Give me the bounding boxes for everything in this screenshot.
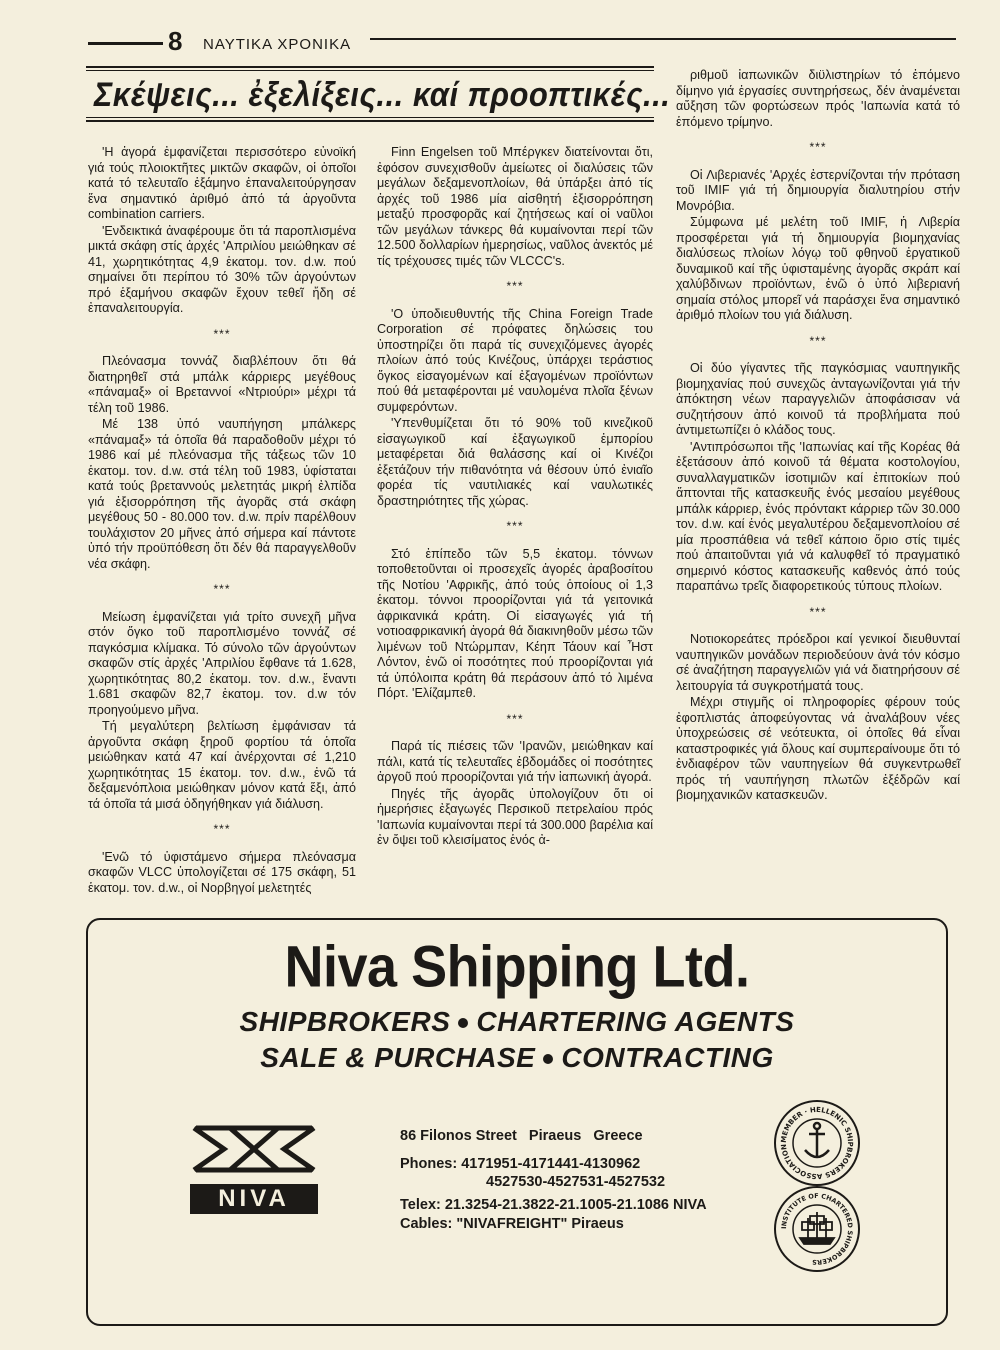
page-header xyxy=(88,26,956,62)
article-paragraph: 'Η ἀγορά ἐμφανίζεται περισσότερο εὐνοϊκή γιά τούς πλοιοκτῆτες μικτῶν σκαφῶν, οἱ ὁποῖοι κατά τό τελευταῖο ἑξάμηνο ἐπαναλειτούργησαν ἕνα σημαντικό ἀριθμό ἀπό τά ἀργοῦντα combination carriers. xyxy=(88,145,356,221)
section-separator: *** xyxy=(809,604,827,619)
article-paragraph: 'Αντιπρόσωποι τῆς 'Ιαπωνίας καί τῆς Κορέας θά ἐξετάσουν ἀπό κοινοῦ τά θέματα κοστολογίου, συναλλαγματικῶν ἰσοτιμιῶν καί ἐπιτοκίων πού ἅπτονται τῆς κατασκευῆς ἑνός μεσαίου μεγέθους μπάλκ κάρριερ, ἑνός πρόντακτ κάρριερ τῶν 30.000 τον. d.w. καί ἑνός μεγαλυτέρου δεξαμενοπλοίου σέ μία προσπάθεια νά τεθεῖ κάποιο ὅριο στίς τιμές πού ἀπαιτοῦνται γιά νά καλυφθεῖ τό πραγματικό σημερινό κόστος κατασκευῆς καθενός ἀπό τούς παραπάνω τρεῖς διαφορετικούς τύπους πλοίων. xyxy=(676,439,960,593)
section-separator: *** xyxy=(809,333,827,348)
niva-logo-wordmark: NIVA xyxy=(190,1184,318,1214)
svg-text:MEMBER · HELLENIC SHIPBROKERS: MEMBER · HELLENIC SHIPBROKERS ASSOCIATION xyxy=(779,1105,855,1181)
article-paragraph: 'Ενῶ τό ὑφιστάμενο σήμερα πλεόνασμα σκαφῶν VLCC ὑπολογίζεται σέ 175 σκάφη, 51 ἑκατομ. τον. d.w., οἱ Νορβηγοί μελετητές xyxy=(88,849,356,895)
article-paragraph: Μέχρι στιγμῆς οἱ πληροφορίες φέρουν τούς ἐφοπλιστάς ἀποφεύγοντας νά ἀναλάβουν νέες ὑποχρεώσεις σέ νεότευκτα, οἱ ὁποῖες θά εἶναι καταστροφικές γιά ὅλους καί συμπεραίνουμε ὅτι τό ἐνδιαφέρον τῶν ναυπηγείων θά συγκεντρωθεῖ πρός τή ναυπήγηση πλωτῶν ἐξέδρῶν καί βιομηχανικῶν κατασκευῶν. xyxy=(676,695,960,802)
title-rule-bottom xyxy=(86,120,654,122)
section-separator: *** xyxy=(506,711,524,726)
section-separator: *** xyxy=(213,326,231,341)
article-paragraph: Οἱ Λιβεριανές 'Αρχές ἐστερνίζονται τήν πρόταση τοῦ IMIF γιά τή δημιουργία διαλυτηρίου στήν Μονρόβια. xyxy=(676,167,960,213)
article-paragraph: Οἱ δύο γίγαντες τῆς παγκόσμιας ναυπηγικῆς βιομηχανίας πού συνεχῶς ἀνταγωνίζονται γιά τήν ἀπόκτηση νέων παραγγελιῶν ἀποφάσισαν νά συζητήσουν ἀπό κοινοῦ τά προβλήματα πού ἀντιμετωπίζει ὁ κλάδος τους. xyxy=(676,361,960,437)
svg-text:INSTITUTE OF CHARTERED SHIPBRO: INSTITUTE OF CHARTERED SHIPBROKERS xyxy=(779,1191,855,1267)
advert-company-name: Niva Shipping Ltd. xyxy=(284,934,750,1000)
article-paragraph: Πηγές τῆς ἀγορᾶς ὑπολογίζουν ὅτι οἱ ἡμερήσιες ἐξαγωγές Περσικοῦ πετρελαίου πρός 'Ιαπωνία κυμαίνονται περί τά 300.000 βαρέλια καί ἐν ὄψει τοῦ κλεισίματος ἑνός ἀ- xyxy=(377,786,653,847)
advert-service-sale-purchase: SALE & PURCHASE xyxy=(260,1042,536,1073)
article-paragraph: 'Ενδεικτικά ἀναφέρουμε ὅτι τά παροπλισμένα μικτά σκάφη στίς ἀρχές 'Απριλίου μειώθηκαν σέ 41, χωρητικότητας 4,9 ἑκατομ. τον. d.w. πού σημαίνει ὅτι περίπου τό 30% τῶν ἀργούντων πρό ἑξαμήνου σκαφῶν ἔχουν τεθεῖ ἤδη σέ ἐπαναλειτουργία. xyxy=(88,223,356,315)
article-paragraph: Σύμφωνα μέ μελέτη τοῦ IMIF, ἡ Λιβερία προσφέρεται γιά τή δημιουργία βιομηχανίας διαλύσεως πλοίων λόγῳ τοῦ φθηνοῦ ἐργατικοῦ δυναμικοῦ καί τῆς ὑφισταμένης ἀγορᾶς σκράπ καί χαλύβδινων προϊόντων, ἐνῶ ὁ ὑπό λιβεριανή σημαία στόλος μπορεῖ νά παράσχει ἕνα σημαντικό ἀριθμό πλοίων του γιά διάλυση. xyxy=(676,215,960,322)
article-paragraph: 'Ο ὑποδιευθυντής τῆς China Foreign Trade Corporation σέ πρόφατες δηλώσεις του ὑποστηρίζει ὅτι παρά τίς συνεχιζόμενες ἀγορές πλοίων ἀπό τούς Κινέζους, ὑπάρχει τεράστιος ὄγκος εἰσαγομένων καί ἐξαγομένων προϊόντων πού θά μεταφέρονται μέ ναυλομένα πλοῖα ξένων συμφερόντων. xyxy=(377,306,653,414)
article-paragraph: Νοτιοκορεάτες πρόεδροι καί γενικοί διευθυνταί ναυπηγικῶν μονάδων περιοδεύουν ἀνά τόν κόσμο σέ ἀναζήτηση παραγγελιῶν γιά νά διατηρήσουν σέ λειτουργία τά συγκροτήματά τους. xyxy=(676,632,960,693)
advert-service-shipbrokers: SHIPBROKERS xyxy=(239,1006,451,1037)
article-paragraph: Παρά τίς πιέσεις τῶν 'Ιρανῶν, μειώθηκαν καί πάλι, κατά τίς τελευταῖες ἑβδομάδες οἱ ποσότητες ἀργοῦ πού προορίζονται γιά τήν ἰαπωνική ἀγορά. xyxy=(377,739,653,784)
advert-services-line-1 xyxy=(88,1006,946,1038)
shipbrokers-association-seal-icon xyxy=(774,1100,860,1186)
advert-phones: Phones: 4171951-4171441-4130962 xyxy=(400,1156,641,1172)
section-separator: *** xyxy=(809,140,827,154)
advert-phones-continued: 4527530-4527531-4527532 xyxy=(486,1174,666,1190)
publication-name: ΝΑΥΤΙΚΑ ΧΡΟΝΙΚΑ xyxy=(203,36,352,53)
article-paragraph: Στό ἐπίπεδο τῶν 5,5 ἑκατομ. τόννων τοποθετοῦνται οἱ προσεχεῖς ἀγορές ἀραβοσίτου τῆς Νοτίου 'Αφρικῆς, ἀπό τούς ὁποίους οἱ 1,3 ἑκατομ. τόννοι προορίζονται γιά τά γειτονικά ἀφρικανικά κράτη. Οἱ εἰσαγωγές γιά τή νοτιοαφρικανική ἀγορά θά διακινηθοῦν μέσω τῶν λιμένων τοῦ Ντώρμπαν, Κέηπ Τάουν καί Ἦστ Λόντον, ἐνῶ οἱ ποσότητες πού προορίζονται γιά τά ὑπόλοιπα κράτη θά περάσουν ἀπό τό λιμένα Πόρτ. 'Ελίζαμπεθ. xyxy=(377,546,653,700)
advert-service-contracting: CONTRACTING xyxy=(561,1042,774,1073)
niva-logo xyxy=(190,1116,318,1216)
advert-cables: Cables: "NIVAFREIGHT" Piraeus xyxy=(400,1216,624,1232)
article-column-3 xyxy=(676,68,960,805)
article-paragraph: Μέ 138 ὑπό ναυπήγηση μπάλκερς «πάναμαξ» τά ὁποῖα θά παραδοθοῦν μέχρι τό 1986 καί μέ πλεόνασμα τῆς τάξεως τῶν 10 ἑκατομ. τον. d.w. στά τέλη τοῦ 1983, ὑφίσταται κατά τούς βρεταννούς μελετητάς μικρή ἐλπίδα γιά ἐξισορρόπηση τῆς ἀγορᾶς στά σκάφη μεγέθους 50 - 80.000 τον. d.w. πρίν παρέλθουν τουλάχιστον 20 μῆνες ἀπό σήμερα καί πάντοτε ὑπό τήν προϋπόθεση ὅτι δέν θά παραγγελθοῦν νέα σκάφη. xyxy=(88,417,356,571)
section-separator: *** xyxy=(506,519,524,533)
header-rule-right xyxy=(370,38,956,40)
article-column-2 xyxy=(377,145,653,850)
article-column-1 xyxy=(88,145,356,897)
section-separator: *** xyxy=(213,822,231,836)
article-paragraph: Μείωση ἐμφανίζεται γιά τρίτο συνεχῆ μῆνα στόν ὄγκο τοῦ παροπλισμένο τοννάζ σέ παγκόσμια κλίμακα. Τό σύνολο τῶν ἀργούντων σκαφῶν στίς ἀρχές 'Απριλίου ἔφθανε τά 1.628, χωρητικότητας 80,2 ἑκατομ. τον. d.w., ἔναντι 1.681 σκαφῶν 82,7 ἑκατομ. τον. d.w τόν προηγούμενο μῆνα. xyxy=(88,609,356,717)
article-title-block xyxy=(86,66,671,124)
page-number: 8 xyxy=(168,26,183,56)
advert-telex: Telex: 21.3254-21.3822-21.1005-21.1086 NIVA xyxy=(400,1197,707,1213)
niva-shipping-advert xyxy=(86,918,948,1326)
article-paragraph: Τή μεγαλύτερη βελτίωση ἐμφάνισαν τά ἀργοῦντα σκάφη ξηροῦ φορτίου τά ὁποῖα μειώθηκαν κατά 47 καί ἀνέρχονται σέ 1,210 χωρητικότητας 15 ἑκατομ. τον. d.w., ἐνῶ τά δεξαμενόπλοια μειώθηκαν μόνον κατά ἕξι, ἀπό τά ὁποῖα τά μισά ὁδηγήθηκαν γιά διάλυση. xyxy=(88,719,356,811)
article-paragraph: 'Υπενθυμίζεται ὅτι τό 90% τοῦ κινεζικοῦ εἰσαγωγικοῦ καί ἐξαγωγικοῦ ἐμπορίου μεταφέρεται διά θαλάσσης καί οἱ Κινέζοι ἐξετάζουν τήν πιθανότητα νά θέσουν ὑπό ἐνιαῖο φορέα τίς ναυτιλιακές καί ναυλωτικές δραστηριότητες τῆς χώρας. xyxy=(377,416,653,508)
niva-logo-emblem-icon xyxy=(190,1116,318,1182)
bullet-dot xyxy=(458,1018,468,1028)
chartered-shipbrokers-seal-icon xyxy=(774,1186,860,1272)
title-rule-top xyxy=(86,66,654,68)
advert-services-line-2 xyxy=(88,1042,946,1074)
bullet-dot xyxy=(543,1054,553,1064)
article-paragraph: Πλεόνασμα τοννάζ διαβλέπουν ὅτι θά διατηρηθεῖ στά μπάλκ κάρριερς μεγέθους «πάναμαξ» οἱ Βρεταννοί «Ντριούρι» μέχρι τά τέλη τοῦ 1986. xyxy=(88,354,356,415)
section-separator: *** xyxy=(506,279,524,293)
article-title: Σκέψεις... ἐξελίξεις... καί προοπτικές... xyxy=(94,75,671,114)
article-paragraph: ριθμοῦ ἰαπωνικῶν διϋλιστηρίων τό ἑπόμενο δίμηνο γιά ἐργασίες συντηρήσεως, δέν ἀναμένεται αὔξηση τῶν φορτώσεων πρός 'Ιαπωνία κατά τό ἑπόμενο τρίμηνο. xyxy=(676,68,960,129)
header-rule-left xyxy=(88,42,163,45)
section-separator: *** xyxy=(213,582,231,596)
advert-address: 86 Filonos Street Piraeus Greece xyxy=(400,1128,643,1144)
advert-service-chartering: CHARTERING AGENTS xyxy=(476,1006,795,1037)
article-paragraph: Finn Engelsen τοῦ Μπέργκεν διατείνονται ὅτι, ἐφόσον συνεχισθοῦν ἀμείωτες οἱ διαλύσεις τῶν μεγάλων δεξαμενοπλοίων, θά ὑπάρξει ἀπό τίς ἀρχές τοῦ 1986 μία αἰσθητή ἐξισορρόπηση μεταξύ προσφορᾶς καί ζητήσεως καί οἱ ναῦλοι τῶν μεγάλων τάνκερς θά κυμαίνονται περί τῶν 12.500 δολλαρίων ἡμερησίως, ναῦλος ἀνεκτός μέ τίς τρέχουσες τιμές τῶν VLCCC's. xyxy=(377,145,653,268)
